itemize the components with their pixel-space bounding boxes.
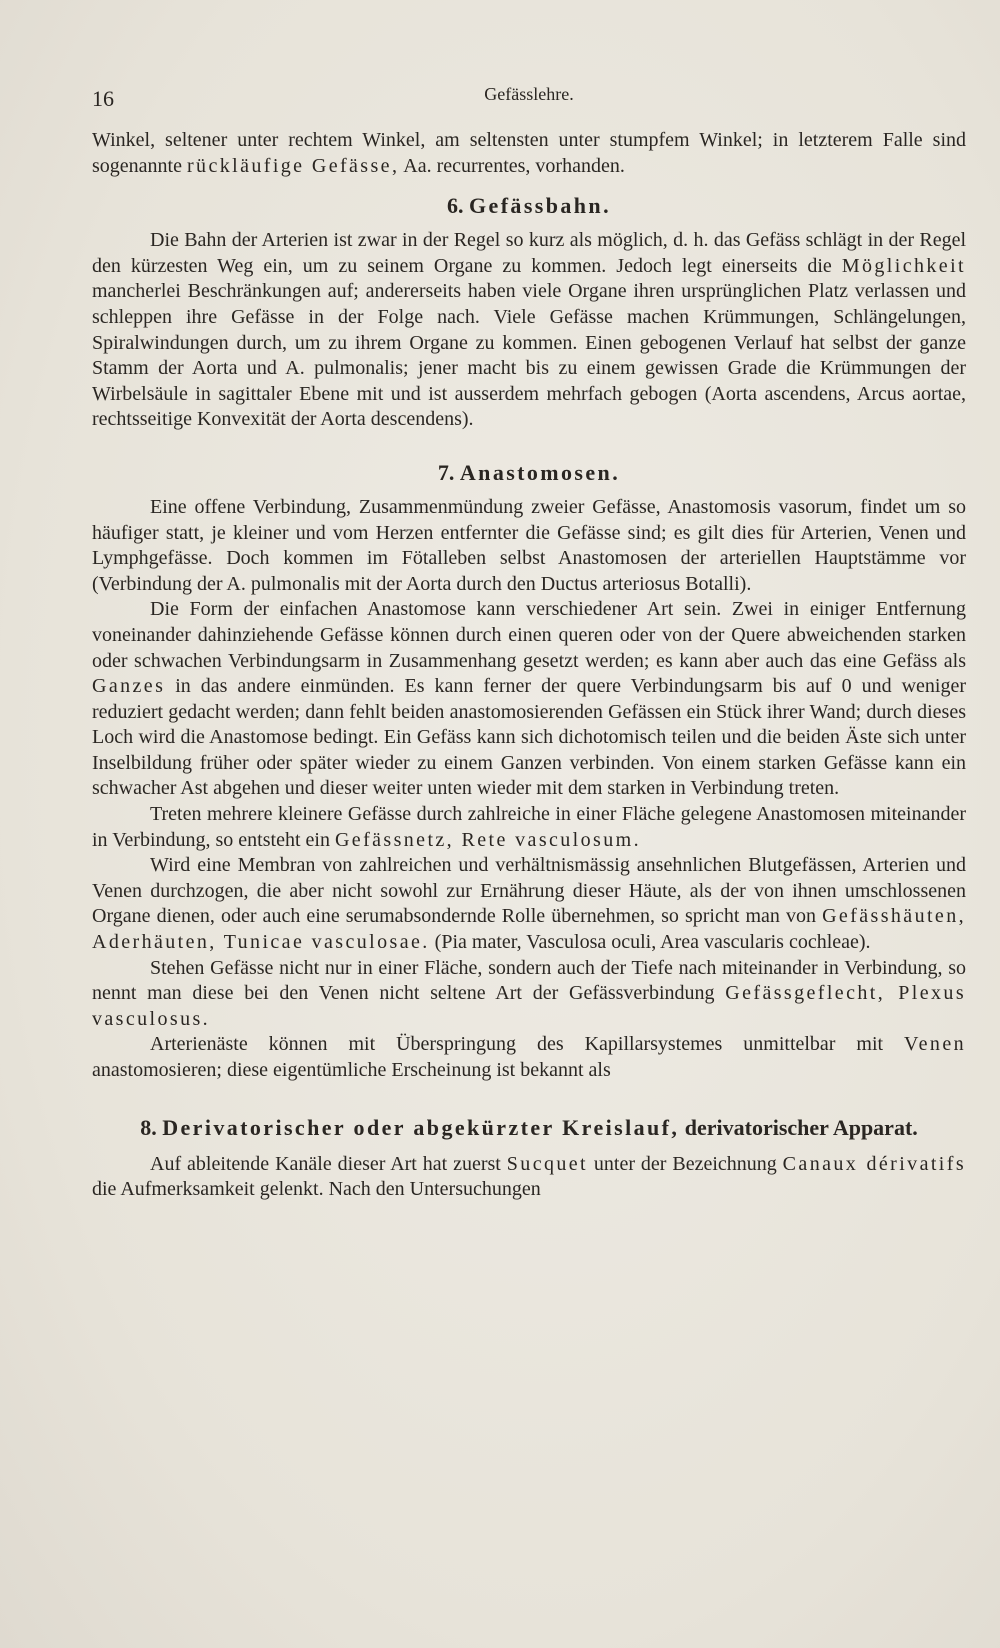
paragraph-anastomosen-2: Die Form der einfachen Anastomose kann verschiedener Art sein. Zwei in einiger Entfernung voneinander dahinziehende Gefässe können durch einen queren oder von der Quere abweichenden starken oder schwachen Verbindungsarm in Zusammenhang gesetzt werden; es kann aber auch das eine Gefäss als Ganzes in das andere einmünden. Es kann ferner der quere Verbindungsarm bis auf 0 und weniger reduziert gedacht werden; dann fehlt beiden anastomosierenden Gefässen ein Stück ihrer Wand; durch dieses Loch wird die Anastomose bedingt. Ein Gefäss kann sich dichotomisch teilen und die beiden Äste sich unter Inselbildung früher oder später wieder zu einem Ganzen verbinden. Von einem starken Gefässe kann ein schwacher Ast abgehen und dieser weiter unten wieder mit dem starken in Verbindung treten. xyxy=(92,598,966,800)
page-number: 16 xyxy=(92,86,114,111)
spaced-term: Canaux dérivatifs xyxy=(782,1152,966,1175)
paragraph-gefaessgeflecht: Stehen Gefässe nicht nur in einer Fläche, sondern auch der Tiefe nach miteinander in Verbindung, so nennt man diese bei den Venen nicht seltene Art der Gefässverbindung Gefässgeflecht, Plexus vasculosus. xyxy=(92,956,966,1030)
page-body xyxy=(92,128,966,1203)
paragraph-anastomosen-1: Eine offene Verbindung, Zusammenmündung zweier Gefässe, Anastomosis vasorum, findet um so häufiger statt, je kleiner und vom Herzen entfernter die Gefässe sind; es gilt dies für Arterien, Venen und Lymphgefässe. Doch kommen im Fötalleben selbst Anastomosen der arteriellen Hauptstämme vor (Verbindung der A. pulmonalis mit der Aorta durch den Ductus arteriosus Botalli). xyxy=(92,495,966,595)
running-head: Gefässlehre. xyxy=(484,84,574,104)
spaced-term: Möglichkeit xyxy=(841,254,966,277)
paragraph-arterienaeste: Arterienäste können mit Überspringung des Kapillarsystemes unmittelbar mit Venen anastomosieren; diese eigentümliche Erscheinung ist bekannt als xyxy=(92,1033,966,1081)
paragraph-continuation: Winkel, seltener unter rechtem Winkel, am seltensten unter stumpfem Winkel; in letzterem Falle sind sogenannte rückläufige Gefässe, Aa. recurrentes, vorhanden. xyxy=(92,129,966,177)
spaced-term: Venen xyxy=(904,1033,966,1056)
paragraph-gefaessnetz: Treten mehrere kleinere Gefässe durch zahlreiche in einer Fläche gelegene Anastomosen miteinander in Verbindung, so entsteht ein Gefässnetz, Rete vasculosum. xyxy=(92,803,966,851)
section-heading-derivatorischer-kreislauf: 8. Derivatorischer oder abgekürzter Kreislauf, derivatorischer Apparat. xyxy=(140,1114,918,1140)
paragraph-sucquet: Auf ableitende Kanäle dieser Art hat zuerst Sucquet unter der Bezeichnung Canaux dérivatifs die Aufmerksamkeit gelenkt. Nach den Untersuchungen xyxy=(92,1152,966,1201)
spaced-term: rückläufige Gefässe, xyxy=(186,154,400,177)
spaced-term: Sucquet xyxy=(506,1152,588,1175)
paragraph-gefaesshaeute: Wird eine Membran von zahlreichen und verhältnismässig ansehnlichen Blutgefässen, Arterien und Venen durchzogen, die aber nicht sowohl zur Ernährung dieser Häute, als der von ihnen umschlossenen Organe dienen, oder auch eine serumabsondernde Rolle übernehmen, so spricht man von Gefässhäuten, Aderhäuten, Tunicae vasculosae. (Pia mater, Vasculosa oculi, Area vascularis cochleae). xyxy=(92,854,966,954)
spaced-term: Ganzes xyxy=(92,675,166,698)
spaced-term: Gefässgeflecht, Plexus vasculosus. xyxy=(92,982,966,1030)
paragraph-gefaessbahn: Die Bahn der Arterien ist zwar in der Regel so kurz als möglich, d. h. das Gefäss schlägt in der Regel den kürzesten Weg ein, um zu seinem Organe zu kommen. Jedoch legt einerseits die Möglichkeit mancherlei Beschränkungen auf; andererseits haben viele Organe ihren ursprünglichen Platz verlassen und schleppen ihre Gefässe in der Folge nach. Viele Gefässe machen Krümmungen, Schlängelungen, Spiralwindungen durch, um zu ihrem Organe zu kommen. Einen gebogenen Verlauf hat selbst der ganze Stamm der Aorta und A. pulmonalis; jener macht bis zu einem gewissen Grade die Krümmungen der Wirbelsäule in sagittaler Ebene mit und ist ausserdem mehrfach gebogen (Aorta ascendens, Arcus aortae, rechtsseitige Konvexität der Aorta descendens). xyxy=(92,229,966,431)
page-header xyxy=(92,80,966,114)
spaced-term: Gefässhäuten, Aderhäuten, Tunicae vasculosae. xyxy=(92,905,966,954)
section-heading-gefaessbahn: 6. Gefässbahn. xyxy=(447,193,611,219)
section-heading-anastomosen: 7. Anastomosen. xyxy=(437,459,621,485)
spaced-term: Gefässnetz, Rete vasculosum. xyxy=(334,828,641,851)
